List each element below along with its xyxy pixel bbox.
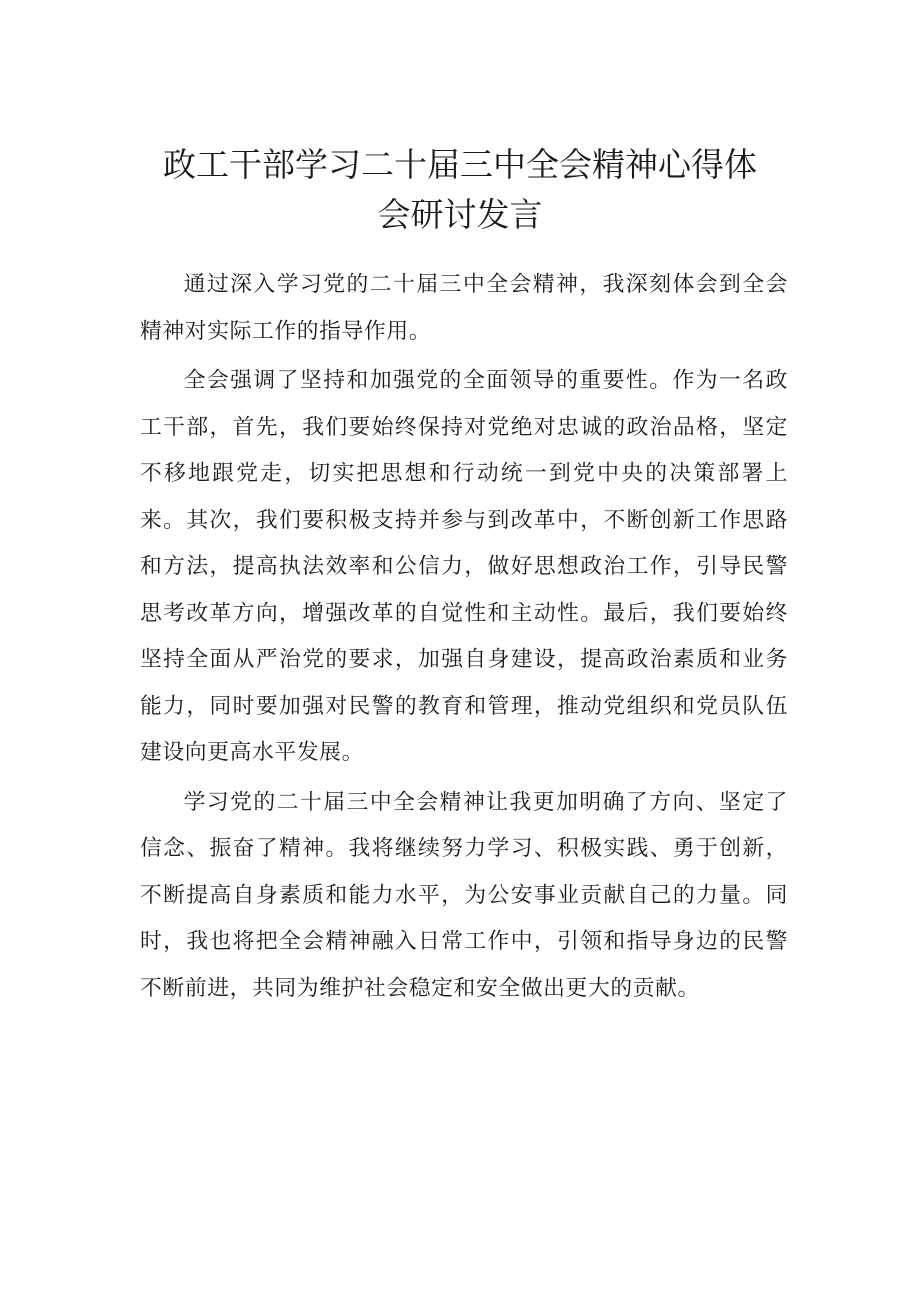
paragraph-main: 全会强调了坚持和加强党的全面领导的重要性。作为一名政工干部，首先，我们要始终保持对党绝对忠诚的政治品格，坚定不移地跟党走，切实把思想和行动统一到党中央的决策部署上来。其次，我们要积极支持并参与到改革中，不断创新工作思路和方法，提高执法效率和公信力，做好思想政治工作，引导民警思考改革方向，增强改革的自觉性和主动性。最后，我们要始终坚持全面从严治党的要求，加强自身建设，提高政治素质和业务能力，同时要加强对民警的教育和管理，推动党组织和党员队伍建设向更高水平发展。: [140, 368, 788, 765]
document-title: [100, 140, 820, 240]
title-line-1: 政工干部学习二十届三中全会精神心得体: [163, 145, 757, 184]
paragraph-conclusion: 学习党的二十届三中全会精神让我更加明确了方向、坚定了信念、振奋了精神。我将继续努力学习、积极实践、勇于创新，不断提高自身素质和能力水平，为公安事业贡献自己的力量。同时，我也将把全会精神融入日常工作中，引领和指导身边的民警不断前进，共同为维护社会稳定和安全做出更大的贡献。: [140, 789, 788, 1001]
title-line-2: 会研讨发言: [377, 195, 543, 234]
paragraph-intro: 通过深入学习党的二十届三中全会精神，我深刻体会到全会精神对实际工作的指导作用。: [140, 272, 788, 344]
document-body: [140, 262, 788, 1015]
